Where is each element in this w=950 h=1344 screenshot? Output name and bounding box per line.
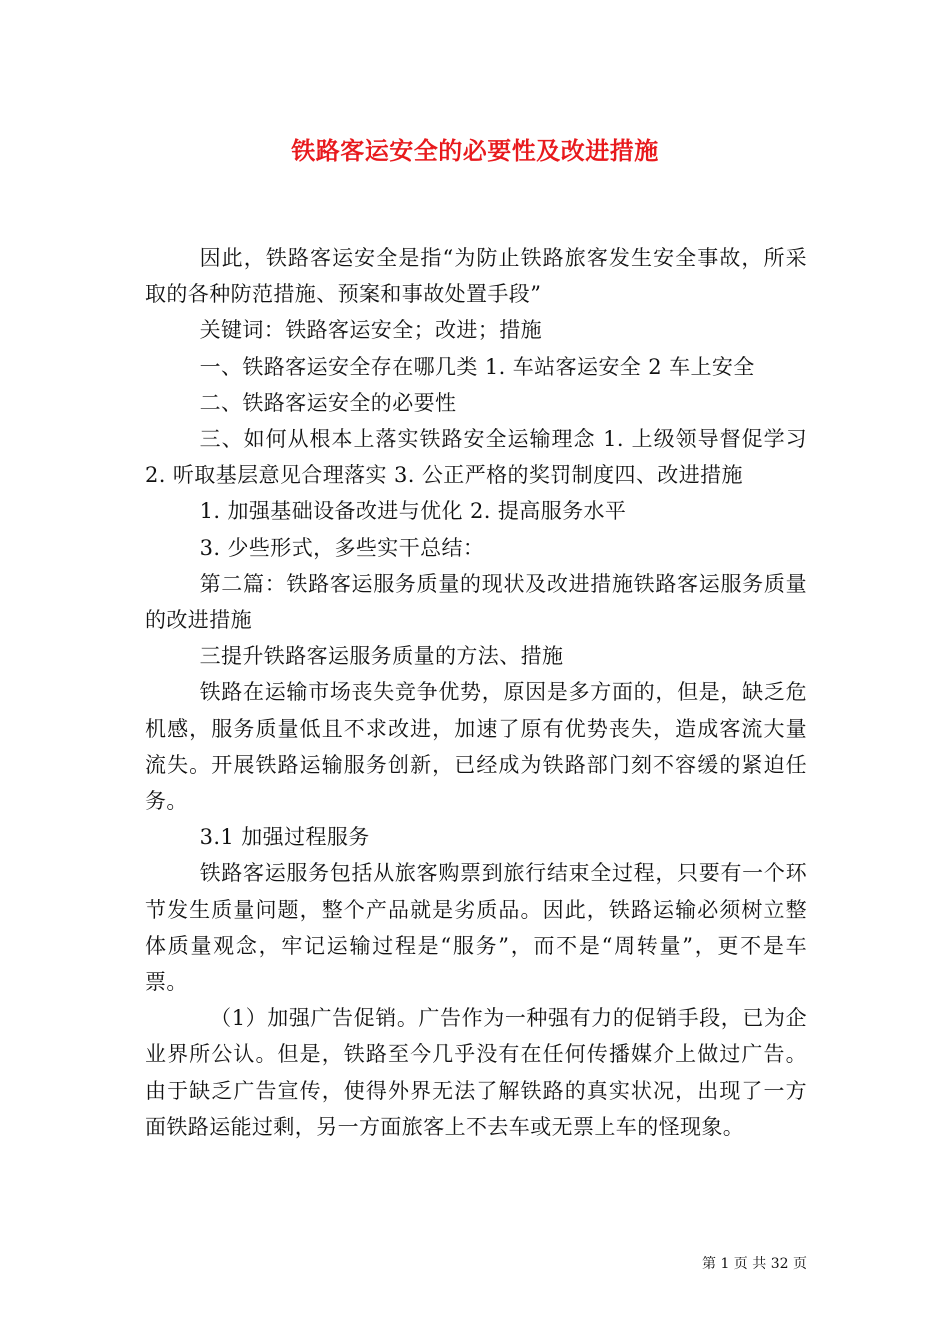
document-body xyxy=(145,240,807,1145)
paragraph-summary: 3. 少些形式，多些实干总结： xyxy=(199,535,485,560)
paragraph-process-service: 铁路客运服务包括从旅客购票到旅行结束全过程，只要有一个环节发生质量问题，整个产品就是劣质品。因此，铁路运输必须树立整体质量观念，牢记运输过程是“服务”，而不是“周转量”，更不是车票。 xyxy=(145,861,807,995)
paragraph-competition: 铁路在运输市场丧失竞争优势，原因是多方面的，但是，缺乏危机感，服务质量低且不求改进，加速了原有优势丧失，造成客流大量流失。开展铁路运输服务创新，已经成为铁路部门刻不容缓的紧迫任务。 xyxy=(145,680,807,814)
paragraph-part-two-title: 第二篇：铁路客运服务质量的现状及改进措施铁路客运服务质量的改进措施 xyxy=(145,571,807,633)
paragraph-section-one: 一、铁路客运安全存在哪几类 1. 车站客运安全 2 车上安全 xyxy=(199,354,755,379)
paragraph-advertising: （1）加强广告促销。广告作为一种强有力的促销手段，已为企业界所公认。但是，铁路至今几乎没有在任何传播媒介上做过广告。由于缺乏广告宣传，使得外界无法了解铁路的真实状况，出现了一方面铁路运能过剩，另一方面旅客上不去车或无票上车的怪现象。 xyxy=(145,1006,807,1139)
paragraph-definition: 因此，铁路客运安全是指“为防止铁路旅客发生安全事故，所采取的各种防范措施、预案和事故处置手段” xyxy=(145,246,807,307)
paragraph-methods-heading: 三提升铁路客运服务质量的方法、措施 xyxy=(199,644,564,669)
paragraph-keywords: 关键词：铁路客运安全；改进；措施 xyxy=(199,318,542,343)
document-title: 铁路客运安全的必要性及改进措施 xyxy=(291,136,659,165)
page-number: 第 1 页 共 32 页 xyxy=(702,1256,807,1272)
paragraph-section-three: 三、如何从根本上落实铁路安全运输理念 1. 上级领导督促学习 2. 听取基层意见合理落实 3. 公正严格的奖罚制度四、改进措施 xyxy=(145,427,807,488)
paragraph-section-two: 二、铁路客运安全的必要性 xyxy=(199,390,457,415)
paragraph-subsection-3-1: 3.1 加强过程服务 xyxy=(199,825,370,850)
paragraph-measures-list: 1. 加强基础设备改进与优化 2. 提高服务水平 xyxy=(199,499,627,524)
